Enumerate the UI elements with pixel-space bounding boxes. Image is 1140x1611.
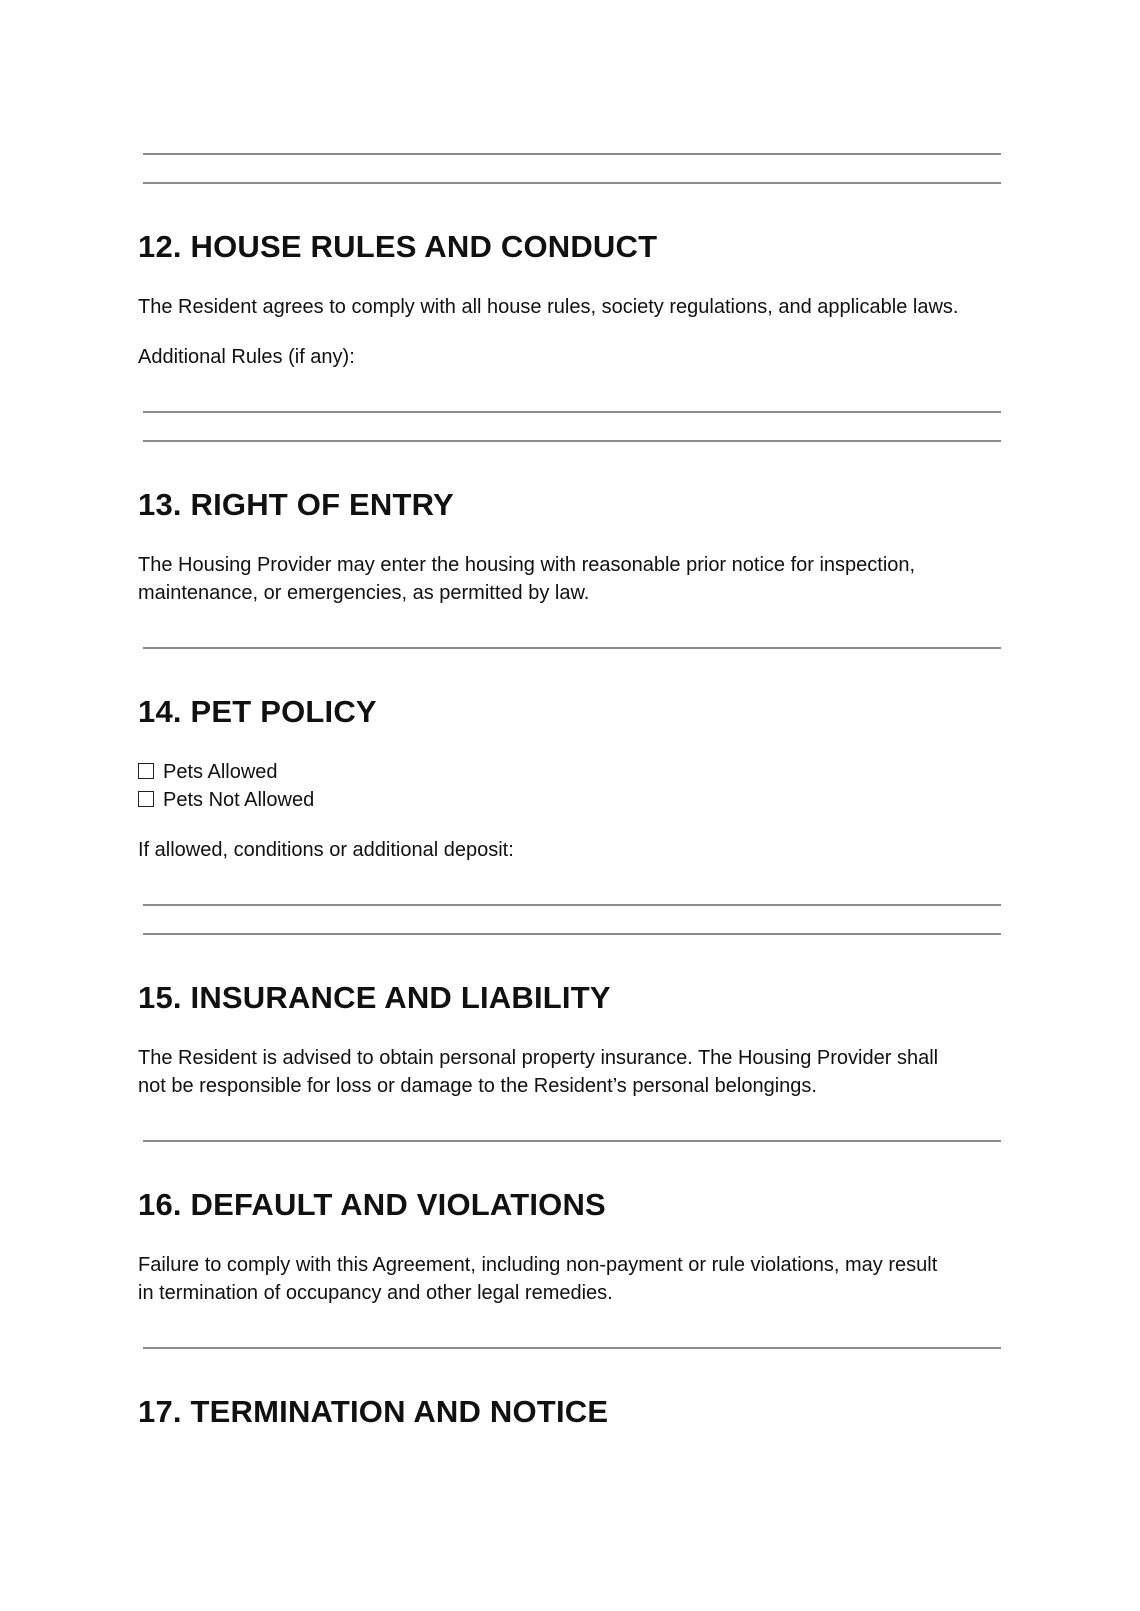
additional-rules-label-text: Additional Rules (if any): (138, 346, 355, 368)
section-13-body (138, 551, 1018, 607)
checkbox-icon[interactable] (138, 791, 154, 807)
additional-rules-line-2[interactable] (143, 440, 1001, 442)
section-16-body-line-1: Failure to comply with this Agreement, including non-payment or rule violations, may result (138, 1254, 938, 1276)
section-16-body-line-2: in termination of occupancy and other legal remedies. (138, 1282, 613, 1304)
pets-not-allowed-label: Pets Not Allowed (163, 789, 315, 811)
pet-conditions-label (138, 836, 1018, 864)
fill-in-line (143, 153, 1001, 155)
section-15-body-line-1: The Resident is advised to obtain personal property insurance. The Housing Provider shall (138, 1047, 939, 1069)
section-15-body (138, 1044, 1018, 1100)
checkbox-icon[interactable] (138, 763, 154, 779)
section-divider (143, 1347, 1001, 1349)
section-15-heading: 15. INSURANCE AND LIABILITY (138, 980, 611, 1015)
section-17-heading: 17. TERMINATION AND NOTICE (138, 1394, 609, 1429)
section-12-body (138, 293, 1018, 321)
pet-conditions-label-text: If allowed, conditions or additional deposit: (138, 839, 514, 861)
section-16-body (138, 1251, 1018, 1307)
additional-rules-label (138, 343, 1018, 371)
pets-allowed-label: Pets Allowed (163, 761, 278, 783)
pets-not-allowed-option[interactable] (138, 786, 314, 814)
section-16-heading: 16. DEFAULT AND VIOLATIONS (138, 1187, 606, 1222)
fill-in-line (143, 182, 1001, 184)
additional-rules-line-1[interactable] (143, 411, 1001, 413)
pets-allowed-option[interactable] (138, 758, 278, 786)
pet-conditions-line-2[interactable] (143, 933, 1001, 935)
section-divider (143, 1140, 1001, 1142)
section-13-body-line-2: maintenance, or emergencies, as permitted by law. (138, 582, 590, 604)
section-13-heading: 13. RIGHT OF ENTRY (138, 487, 454, 522)
section-12-heading: 12. HOUSE RULES AND CONDUCT (138, 229, 658, 264)
section-14-heading: 14. PET POLICY (138, 694, 377, 729)
section-12-body-text: The Resident agrees to comply with all house rules, society regulations, and applicable laws. (138, 296, 959, 318)
pet-conditions-line-1[interactable] (143, 904, 1001, 906)
section-13-body-line-1: The Housing Provider may enter the housing with reasonable prior notice for inspection, (138, 554, 916, 576)
section-divider (143, 647, 1001, 649)
section-15-body-line-2: not be responsible for loss or damage to the Resident’s personal belongings. (138, 1075, 817, 1097)
